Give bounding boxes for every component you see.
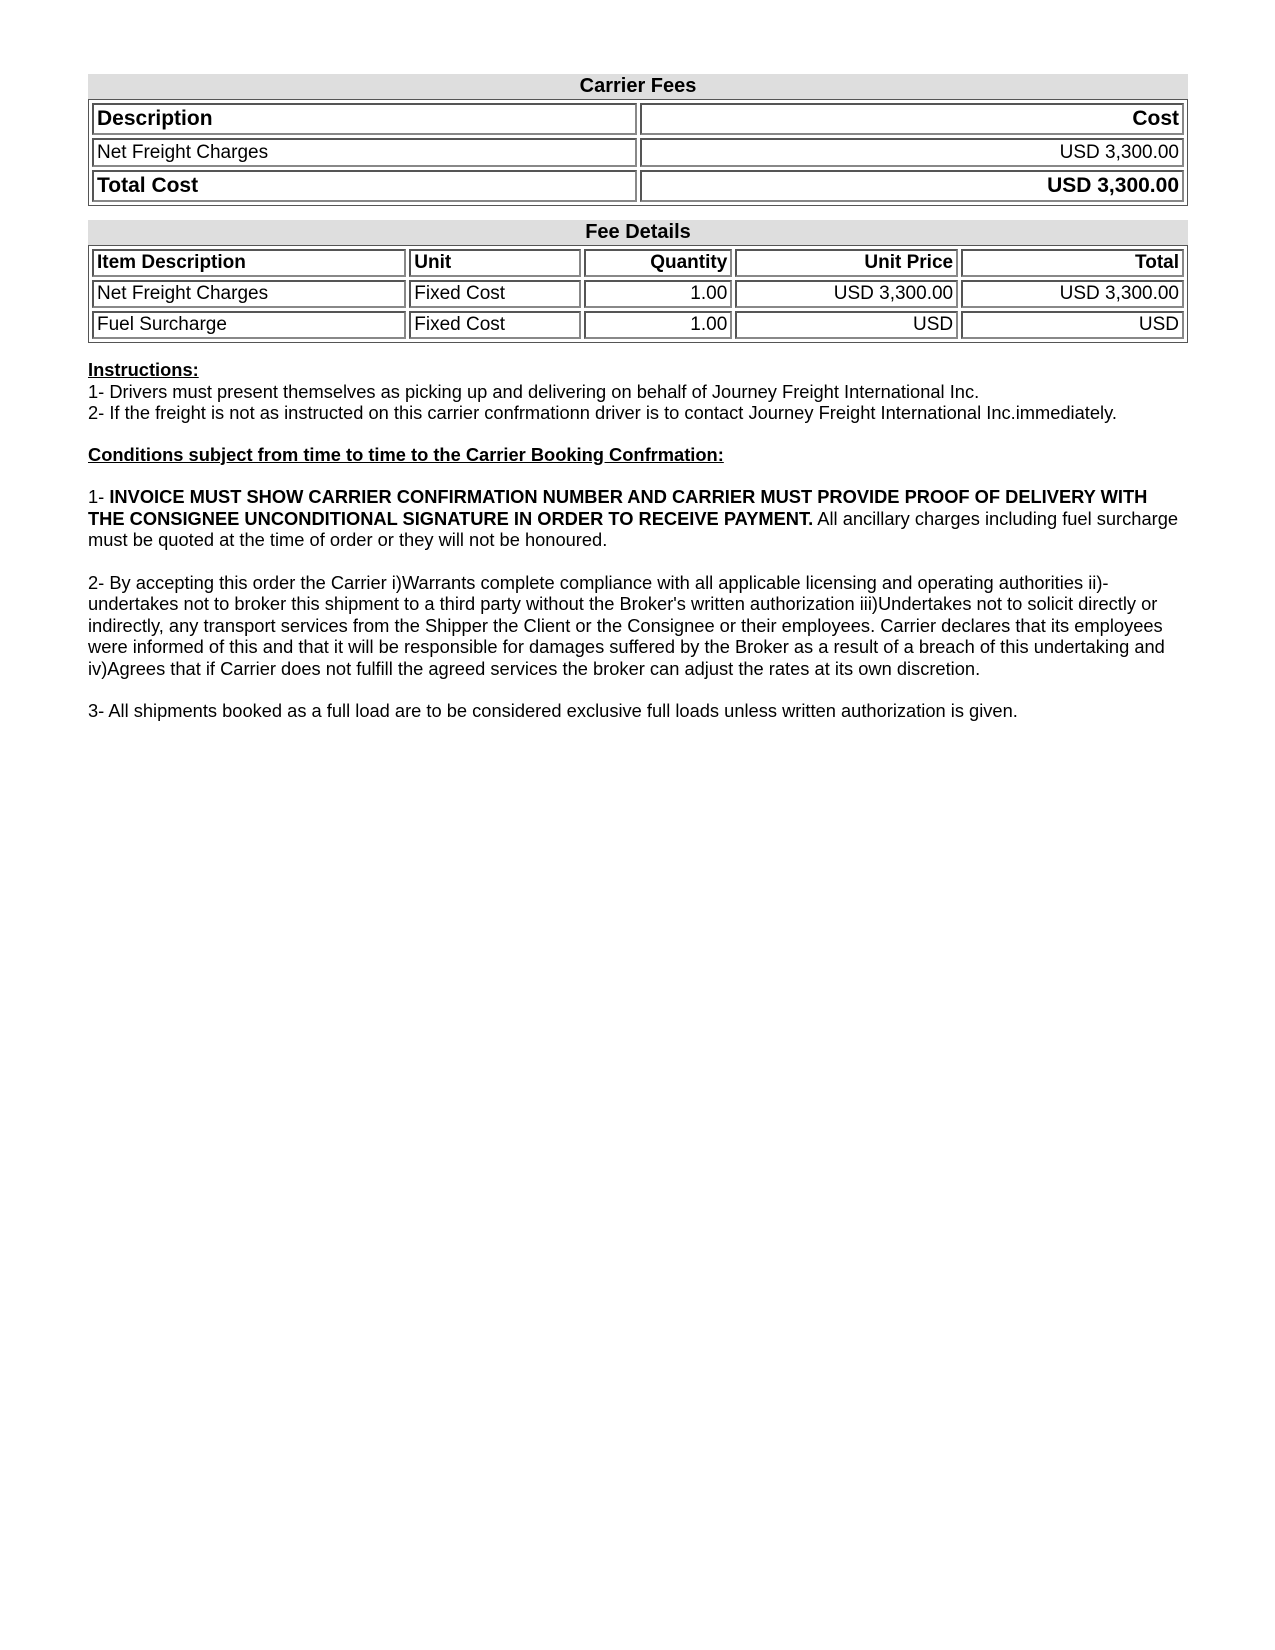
header-quantity: Quantity <box>584 249 733 277</box>
condition-item-2: 2- By accepting this order the Carrier i)Warrants complete compliance with all applicable licensing and operating authorities ii)-undertakes not to broker this shipment to a third party without the Broker's written authorization iii)Undertakes not to solicit directly or indirectly, any transport services from the Shipper the Client or the Consignee or their employees. Carrier declares that its employees were informed of this and that it will be responsible for damages suffered by the Broker as a result of a breach of this undertaking and iv)Agrees that if Carrier does not fulfill the agreed services the broker can adjust the rates at its own discretion. <box>88 571 1165 679</box>
item-unit: Fixed Cost <box>409 280 580 308</box>
header-item-description: Item Description <box>92 249 406 277</box>
item-description: Net Freight Charges <box>92 280 406 308</box>
fee-details-title: Fee Details <box>88 220 1188 245</box>
table-row <box>92 138 1184 167</box>
item-unit: Fixed Cost <box>409 311 580 339</box>
fee-description: Net Freight Charges <box>92 138 637 167</box>
fee-cost: USD 3,300.00 <box>640 138 1185 167</box>
fee-details-table <box>88 245 1188 343</box>
carrier-fees-table <box>88 99 1188 206</box>
conditions-section <box>88 444 1188 722</box>
item-quantity: 1.00 <box>584 311 733 339</box>
conditions-heading: Conditions subject from time to time to the Carrier Booking Confrmation: <box>88 443 724 465</box>
total-value: USD 3,300.00 <box>640 170 1185 202</box>
condition-item-1 <box>88 486 1188 551</box>
item-quantity: 1.00 <box>584 280 733 308</box>
header-unit: Unit <box>409 249 580 277</box>
item-unit-price: USD <box>735 311 958 339</box>
condition-1-bold: INVOICE MUST SHOW CARRIER CONFIRMATION NUMBER AND CARRIER MUST PROVIDE PROOF OF DELIVERY WITH THE CONSIGNEE UNCONDITIONAL SIGNATURE IN ORDER TO RECEIVE PAYMENT. <box>88 486 1148 529</box>
total-row <box>92 170 1184 202</box>
carrier-fees-title: Carrier Fees <box>88 74 1188 99</box>
document-page <box>88 74 1188 722</box>
item-total: USD <box>961 311 1184 339</box>
header-total: Total <box>961 249 1184 277</box>
item-total: USD 3,300.00 <box>961 280 1184 308</box>
instructions-heading: Instructions: <box>88 359 199 380</box>
instruction-item: 1- Drivers must present themselves as picking up and delivering on behalf of Journey Freight International Inc. <box>88 380 980 402</box>
header-cost: Cost <box>640 103 1185 135</box>
header-description: Description <box>92 103 637 135</box>
instruction-item: 2- If the freight is not as instructed on this carrier confrmationn driver is to contact Journey Freight International Inc.immediately. <box>88 402 1117 423</box>
instructions-section <box>88 359 1188 424</box>
condition-1-rest: All ancillary charges including fuel surcharge must be quoted at the time of order or they will not be honoured. <box>88 507 1179 550</box>
table-header-row <box>92 103 1184 135</box>
header-unit-price: Unit Price <box>735 249 958 277</box>
table-header-row <box>92 249 1184 277</box>
total-label: Total Cost <box>92 170 637 202</box>
item-description: Fuel Surcharge <box>92 311 406 339</box>
table-row <box>92 280 1184 308</box>
condition-item-3: 3- All shipments booked as a full load are to be considered exclusive full loads unless written authorization is given. <box>88 700 1018 721</box>
item-unit-price: USD 3,300.00 <box>735 280 958 308</box>
condition-1-prefix: 1- <box>88 486 110 507</box>
table-row <box>92 311 1184 339</box>
